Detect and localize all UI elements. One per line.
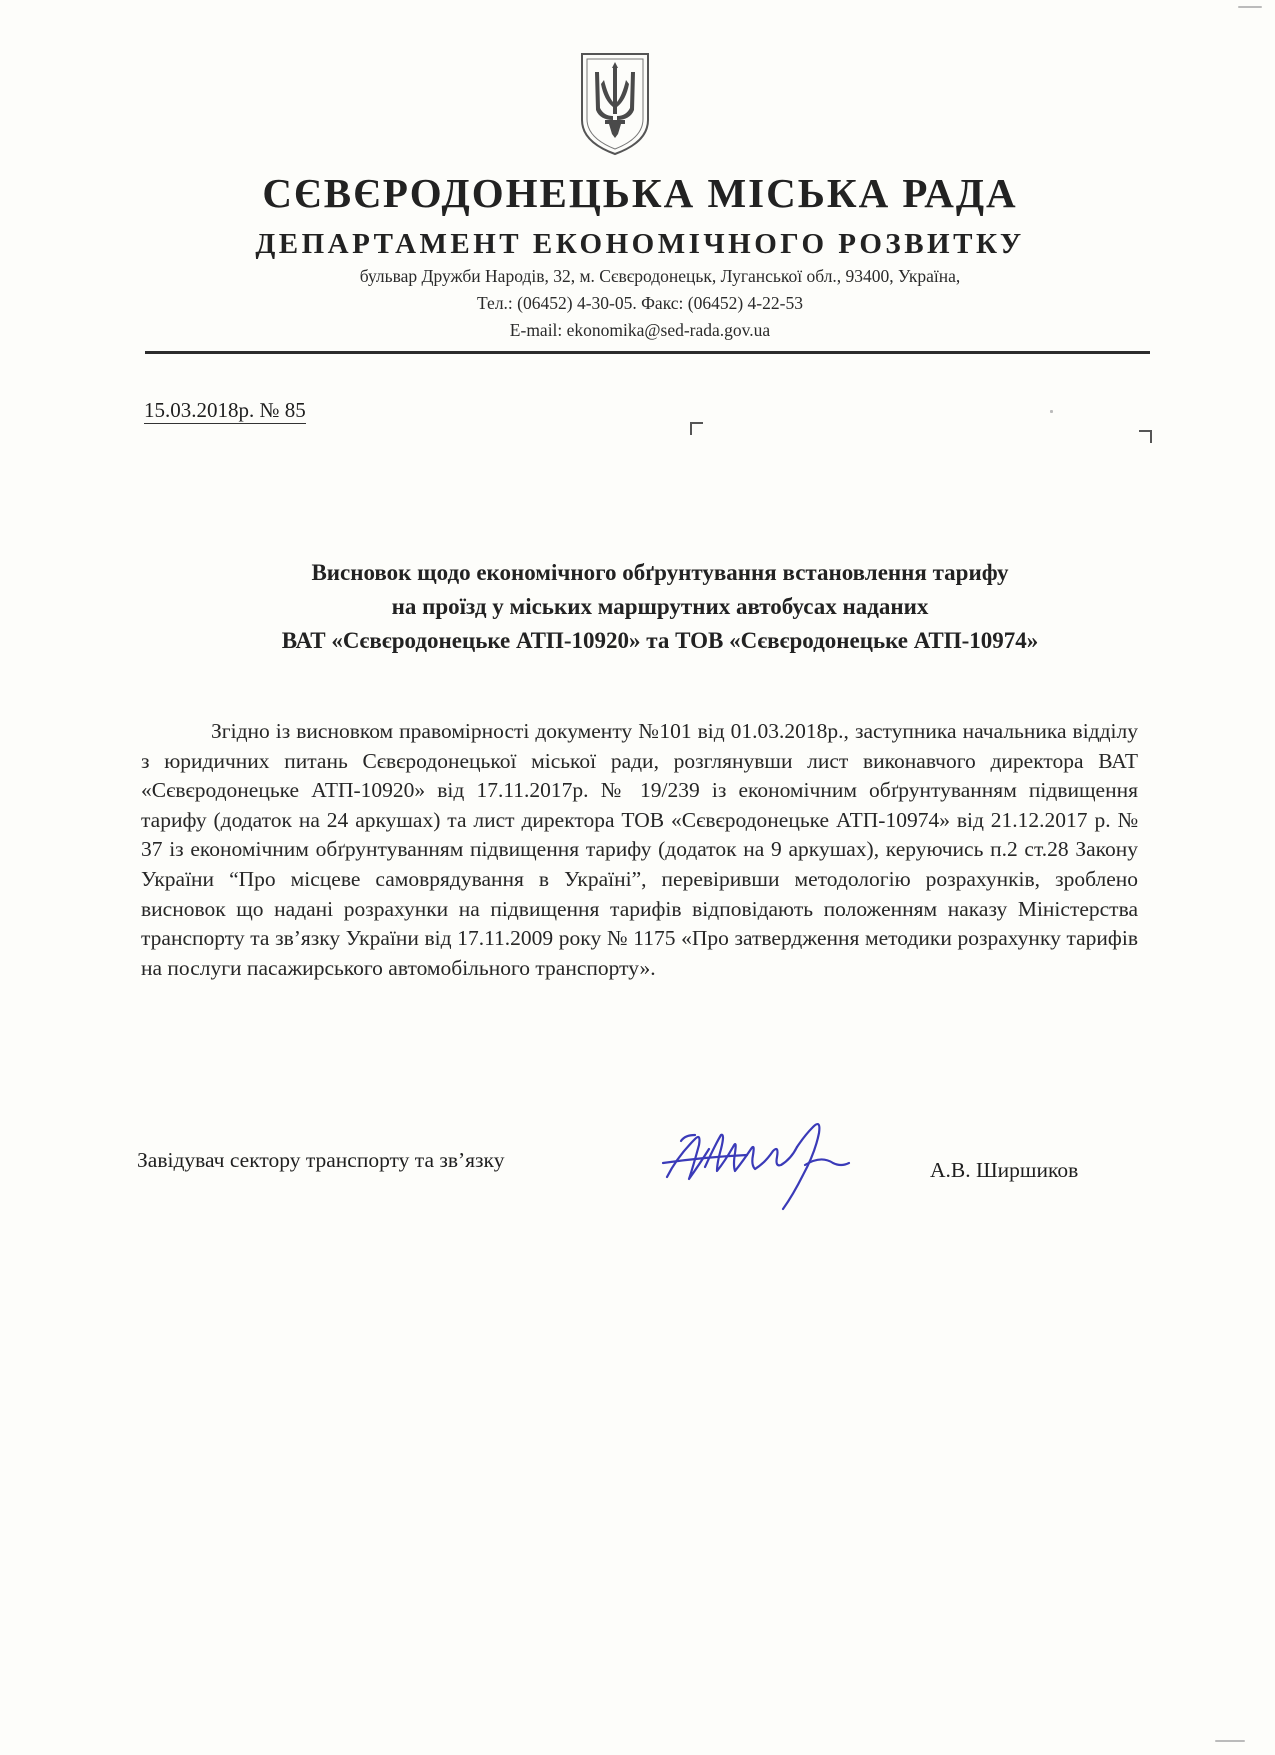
address-field-corner-right <box>1139 430 1152 443</box>
signatory-position: Завідувач сектору транспорту та зв’язку <box>137 1148 505 1172</box>
trident-coat-of-arms-icon <box>578 50 652 158</box>
organization-name: СЄВЄРОДОНЕЦЬКА МІСЬКА РАДА <box>262 170 1018 216</box>
letterhead-divider <box>145 351 1150 354</box>
title-line-3: ВАТ «Сєвєродонецьке АТП-10920» та ТОВ «Сєвєродонецьке АТП-10974» <box>281 628 1039 653</box>
title-line-1: Висновок щодо економічного обґрунтування встановлення тарифу <box>311 560 1009 585</box>
document-title <box>160 556 1160 658</box>
address-line: бульвар Дружби Народів, 32, м. Сєвєродонецьк, Луганської обл., 93400, Україна, <box>359 266 961 286</box>
signature-ink <box>663 1124 849 1209</box>
title-line-2: на проїзд у міських маршрутних автобусах наданих <box>391 594 929 619</box>
phone-fax-line: Тел.: (06452) 4-30-05. Факс: (06452) 4-22-53 <box>477 293 803 313</box>
scan-artifact <box>1215 1740 1245 1742</box>
signatory-name: А.В. Ширшиков <box>930 1158 1079 1182</box>
scan-artifact <box>1238 6 1262 8</box>
scan-artifact <box>1050 410 1053 413</box>
address-field-corner-left <box>690 422 703 435</box>
email-line: E-mail: ekonomika@sed-rada.gov.ua <box>509 320 771 340</box>
department-name: ДЕПАРТАМЕНТ ЕКОНОМІЧНОГО РОЗВИТКУ <box>255 228 1025 260</box>
handwritten-signature <box>655 1105 875 1225</box>
reference-date-number: 15.03.2018р. № 85 <box>144 398 306 422</box>
body-paragraph: Згідно із висновком правомірності документу №101 від 01.03.2018р., заступника начальника відділу з юридичних питань Сєвєродонецької міської ради, розглянувши лист виконавчого директора ВАТ «Сєвєродонецьке АТП-10920» від 17.11.2017р. № 19/239 із економічним обґрунтуванням підвищення тарифу (додаток на 24 аркушах) та лист директора ТОВ «Сєвєродонецьке АТП-10974» від 21.12.2017 р. № 37 із економічним обґрунтуванням підвищення тарифу (додаток на 9 аркушах), керуючись п.2 ст.28 Закону України “Про місцеве самоврядування в Україні”, перевіривши методологію розрахунків, зроблено висновок що надані розрахунки на підвищення тарифів відповідають положенням наказу Міністерства транспорту та зв’язку України від 17.11.2009 року № 1175 «Про затвердження методики розрахунку тарифів на послуги пасажирського автомобільного транспорту». <box>141 719 1138 980</box>
